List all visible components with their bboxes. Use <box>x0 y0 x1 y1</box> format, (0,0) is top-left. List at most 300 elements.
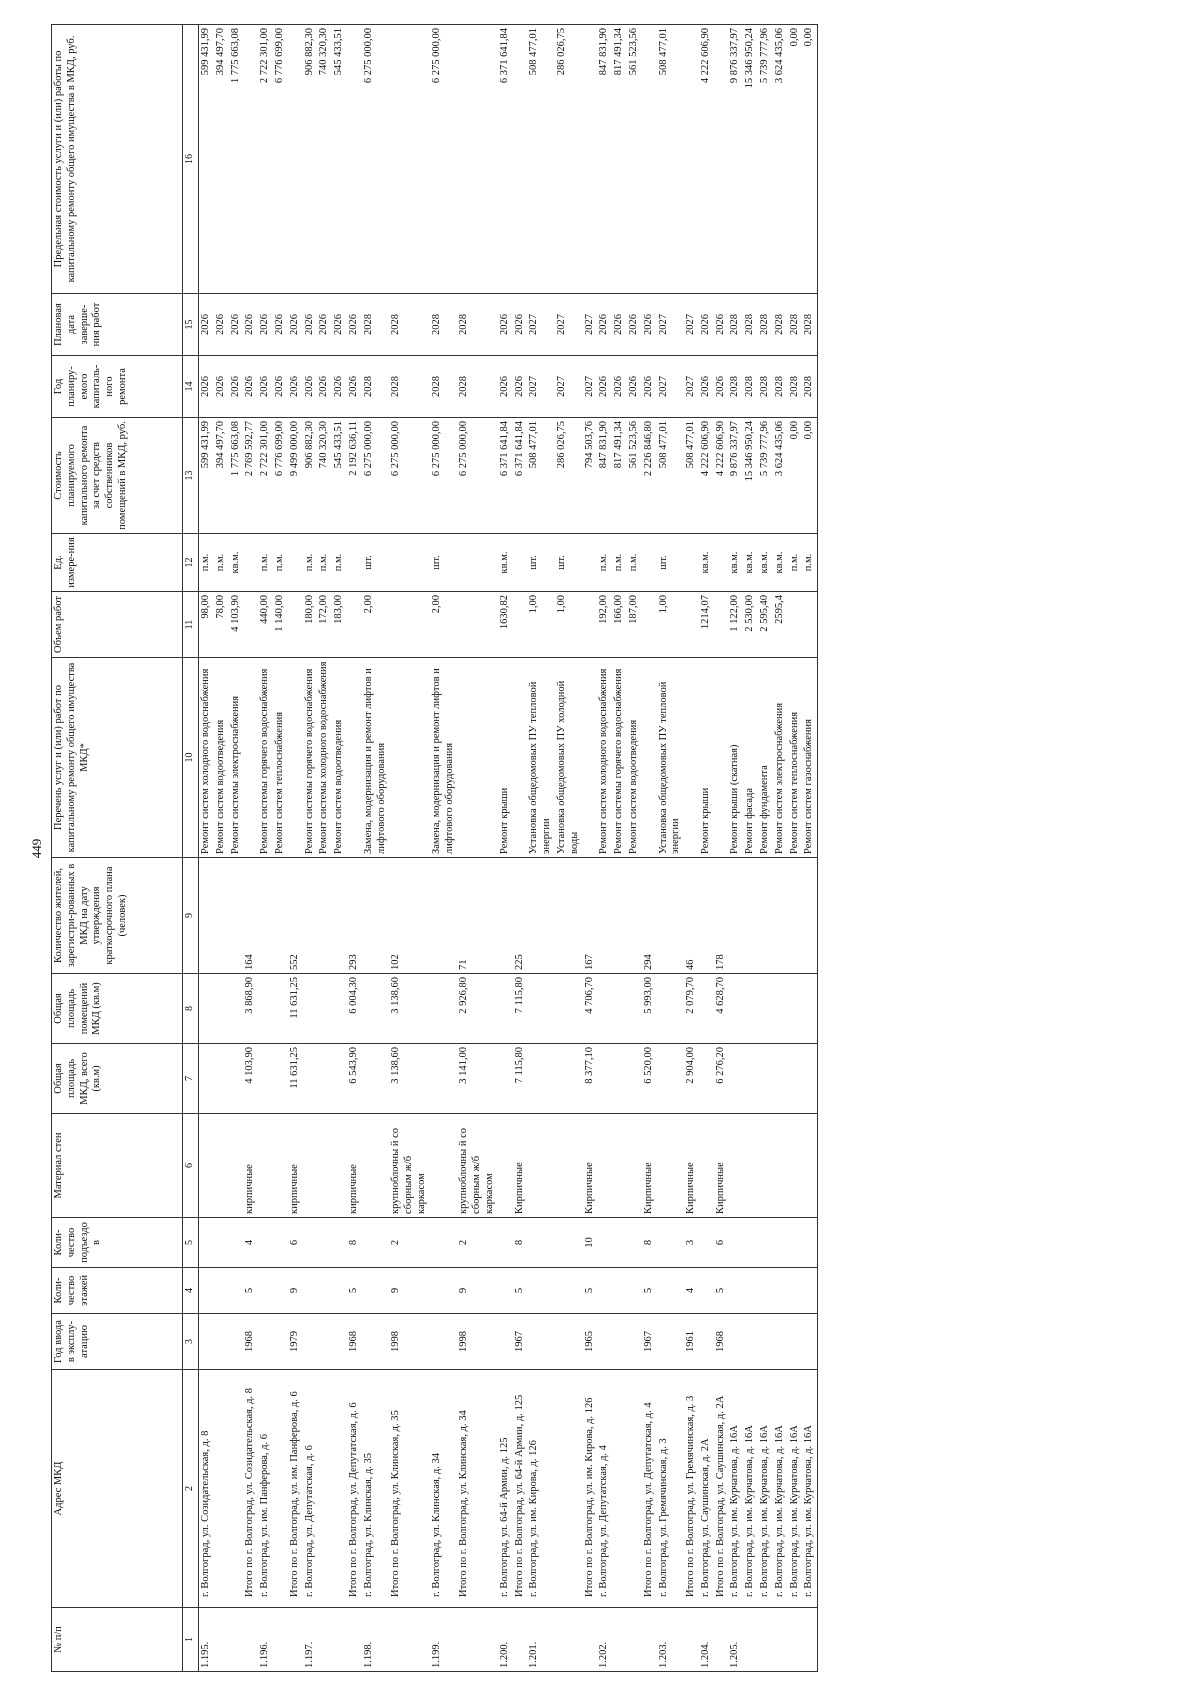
limit-cost-cell: 508 477,01 <box>657 25 685 294</box>
row-number: 1.202. <box>597 1608 612 1672</box>
table-body <box>199 25 818 1672</box>
total-area-cell <box>773 1044 788 1114</box>
premises-area-cell <box>802 974 817 1044</box>
work-volume-cell <box>642 592 657 658</box>
completion-date-cell: 2026 <box>258 294 273 356</box>
floors-cell <box>555 1268 583 1314</box>
table-row <box>389 25 429 1672</box>
planned-cost-cell: 286 026,75 <box>555 418 583 534</box>
floors-cell <box>612 1268 627 1314</box>
row-number: 1.196. <box>258 1608 273 1672</box>
limit-cost-cell: 286 026,75 <box>555 25 583 294</box>
floors-cell <box>627 1268 642 1314</box>
completion-date-cell: 2028 <box>773 294 788 356</box>
table-row <box>597 25 612 1672</box>
work-type-cell: Ремонт крыши (скатная) <box>728 658 743 858</box>
premises-area-cell <box>597 974 612 1044</box>
premises-area-cell <box>758 974 773 1044</box>
limit-cost-cell: 545 433,51 <box>332 25 347 294</box>
premises-area-cell <box>773 974 788 1044</box>
premises-area-cell: 3 138,60 <box>389 974 429 1044</box>
floors-cell: 9 <box>288 1268 303 1314</box>
work-volume-cell: 1 140,00 <box>273 592 288 658</box>
entrances-cell <box>303 1218 318 1268</box>
work-type-cell: Ремонт систем водоотведения <box>214 658 229 858</box>
entrances-cell <box>199 1218 214 1268</box>
residents-cell <box>317 858 332 974</box>
work-type-cell <box>457 658 497 858</box>
total-area-cell: 3 138,60 <box>389 1044 429 1114</box>
work-volume-cell: 4 103,90 <box>229 592 244 658</box>
address-cell: Итого по г. Волгоград, ул. Клинская, д. 35 <box>389 1370 429 1608</box>
work-volume-cell <box>513 592 528 658</box>
floors-cell: 5 <box>513 1268 528 1314</box>
work-volume-cell: 187,00 <box>627 592 642 658</box>
limit-cost-cell: 0,00 <box>802 25 817 294</box>
table-row <box>457 25 497 1672</box>
wall-material-cell <box>597 1114 612 1218</box>
work-volume-cell <box>347 592 362 658</box>
unit-cell: кв.м. <box>699 534 714 592</box>
repair-year-cell: 2028 <box>362 356 390 418</box>
row-number <box>714 1608 729 1672</box>
repair-year-cell: 2028 <box>430 356 458 418</box>
repair-year-cell: 2028 <box>389 356 429 418</box>
wall-material-cell <box>743 1114 758 1218</box>
wall-material-cell <box>498 1114 513 1218</box>
work-type-cell: Замена, модернизация и ремонт лифтов и лифтового оборудования <box>362 658 390 858</box>
residents-cell: 178 <box>714 858 729 974</box>
address-cell: Итого по г. Волгоград, ул. Клинская, д. 34 <box>457 1370 497 1608</box>
planned-cost-cell: 394 497,70 <box>214 418 229 534</box>
unit-cell: п.м. <box>273 534 288 592</box>
unit-cell: кв.м. <box>758 534 773 592</box>
column-number: 7 <box>183 1044 199 1114</box>
entrances-cell <box>362 1218 390 1268</box>
work-type-cell <box>243 658 258 858</box>
residents-cell: 71 <box>457 858 497 974</box>
year-built-cell: 1998 <box>457 1314 497 1370</box>
work-type-cell: Ремонт систем теплоснабжения <box>788 658 803 858</box>
unit-cell <box>684 534 699 592</box>
repair-year-cell: 2026 <box>714 356 729 418</box>
column-number: 10 <box>183 658 199 858</box>
completion-date-cell: 2026 <box>699 294 714 356</box>
work-volume-cell: 1630,82 <box>498 592 513 658</box>
wall-material-cell: Кирпичные <box>513 1114 528 1218</box>
premises-area-cell <box>199 974 214 1044</box>
address-cell: Итого по г. Волгоград, ул. Созидательская, д. 8 <box>243 1370 258 1608</box>
column-number: 16 <box>183 25 199 294</box>
unit-cell: кв.м. <box>498 534 513 592</box>
premises-area-cell <box>555 974 583 1044</box>
wall-material-cell <box>430 1114 458 1218</box>
entrances-cell <box>597 1218 612 1268</box>
floors-cell <box>214 1268 229 1314</box>
unit-cell: п.м. <box>332 534 347 592</box>
planned-cost-cell: 6 275 000,00 <box>389 418 429 534</box>
year-built-cell <box>527 1314 555 1370</box>
residents-cell <box>362 858 390 974</box>
completion-date-cell: 2026 <box>332 294 347 356</box>
entrances-cell: 6 <box>288 1218 303 1268</box>
residents-cell <box>430 858 458 974</box>
completion-date-cell: 2026 <box>714 294 729 356</box>
planned-cost-cell: 508 477,01 <box>684 418 699 534</box>
year-built-cell <box>773 1314 788 1370</box>
work-volume-cell: 172,00 <box>317 592 332 658</box>
completion-date-cell: 2026 <box>229 294 244 356</box>
wall-material-cell <box>773 1114 788 1218</box>
premises-area-cell: 2 926,80 <box>457 974 497 1044</box>
address-cell <box>214 1370 229 1608</box>
year-built-cell <box>273 1314 288 1370</box>
completion-date-cell: 2026 <box>273 294 288 356</box>
row-number: 1.201. <box>527 1608 555 1672</box>
premises-area-cell <box>332 974 347 1044</box>
column-number-row <box>183 25 199 1672</box>
premises-area-cell: 4 706,70 <box>583 974 598 1044</box>
entrances-cell <box>527 1218 555 1268</box>
repair-year-cell: 2026 <box>513 356 528 418</box>
floors-cell <box>273 1268 288 1314</box>
unit-cell <box>243 534 258 592</box>
limit-cost-cell: 6 275 000,00 <box>362 25 390 294</box>
residents-cell <box>802 858 817 974</box>
row-number <box>627 1608 642 1672</box>
limit-cost-cell <box>347 25 362 294</box>
address-cell: г. Волгоград, ул. им. Курчатова, д. 16А <box>773 1370 788 1608</box>
work-type-cell <box>583 658 598 858</box>
repair-year-cell: 2026 <box>273 356 288 418</box>
column-header: Предельная стоимость услуги и (или) работы по капитальному ремонту общего имущества в МКД, руб. <box>52 25 183 294</box>
column-number: 2 <box>183 1370 199 1608</box>
floors-cell: 9 <box>389 1268 429 1314</box>
floors-cell: 4 <box>684 1268 699 1314</box>
limit-cost-cell: 3 624 435,06 <box>773 25 788 294</box>
work-type-cell: Ремонт системы горячего водоснабжения <box>258 658 273 858</box>
address-cell: г. Волгоград, ул. им. Курчатова, д. 16А <box>758 1370 773 1608</box>
work-volume-cell <box>389 592 429 658</box>
floors-cell: 5 <box>642 1268 657 1314</box>
work-volume-cell: 78,00 <box>214 592 229 658</box>
floors-cell <box>773 1268 788 1314</box>
row-number: 1.199. <box>430 1608 458 1672</box>
row-number <box>389 1608 429 1672</box>
wall-material-cell: Кирпичные <box>714 1114 729 1218</box>
work-volume-cell: 1214,07 <box>699 592 714 658</box>
table-row <box>583 25 598 1672</box>
work-type-cell: Ремонт систем холодного водоснабжения <box>597 658 612 858</box>
residents-cell <box>229 858 244 974</box>
wall-material-cell <box>612 1114 627 1218</box>
column-header: Перечень услуг и (или) работ по капитальному ремонту общего имущества МКД* <box>52 658 183 858</box>
entrances-cell <box>317 1218 332 1268</box>
address-cell: г. Волгоград, ул. Депутатская, д. 6 <box>303 1370 318 1608</box>
address-cell: Итого по г. Волгоград, ул. Депутатская, д. 4 <box>642 1370 657 1608</box>
premises-area-cell <box>303 974 318 1044</box>
floors-cell <box>802 1268 817 1314</box>
wall-material-cell <box>258 1114 273 1218</box>
total-area-cell <box>258 1044 273 1114</box>
planned-cost-cell: 9 876 337,97 <box>728 418 743 534</box>
completion-date-cell: 2026 <box>199 294 214 356</box>
limit-cost-cell: 6 776 699,00 <box>273 25 288 294</box>
total-area-cell <box>430 1044 458 1114</box>
unit-cell: п.м. <box>612 534 627 592</box>
planned-cost-cell: 1 775 663,08 <box>229 418 244 534</box>
address-cell <box>612 1370 627 1608</box>
completion-date-cell: 2028 <box>758 294 773 356</box>
total-area-cell <box>728 1044 743 1114</box>
column-number: 1 <box>183 1608 199 1672</box>
limit-cost-cell: 6 275 000,00 <box>430 25 458 294</box>
column-header: Коли-чество этажей <box>52 1268 183 1314</box>
address-cell: г. Волгоград, ул. Депутатская, д. 4 <box>597 1370 612 1608</box>
floors-cell <box>258 1268 273 1314</box>
wall-material-cell: Кирпичные <box>583 1114 598 1218</box>
row-number <box>513 1608 528 1672</box>
table-row <box>199 25 214 1672</box>
row-number <box>802 1608 817 1672</box>
unit-cell <box>288 534 303 592</box>
total-area-cell <box>555 1044 583 1114</box>
address-cell: г. Волгоград, ул. Саушинская, д. 2А <box>699 1370 714 1608</box>
repair-year-cell: 2028 <box>773 356 788 418</box>
entrances-cell <box>728 1218 743 1268</box>
repair-year-cell: 2026 <box>317 356 332 418</box>
planned-cost-cell: 6 371 641,84 <box>513 418 528 534</box>
address-cell: г. Волгоград, ул. им. Панферова, д. 6 <box>258 1370 273 1608</box>
repair-year-cell: 2026 <box>303 356 318 418</box>
entrances-cell <box>627 1218 642 1268</box>
floors-cell <box>788 1268 803 1314</box>
residents-cell: 294 <box>642 858 657 974</box>
limit-cost-cell <box>583 25 598 294</box>
repair-year-cell: 2026 <box>199 356 214 418</box>
address-cell: г. Волгоград, ул. им. Курчатова, д. 16А <box>802 1370 817 1608</box>
year-built-cell: 1998 <box>389 1314 429 1370</box>
completion-date-cell: 2026 <box>303 294 318 356</box>
limit-cost-cell: 0,00 <box>788 25 803 294</box>
entrances-cell <box>657 1218 685 1268</box>
residents-cell <box>273 858 288 974</box>
column-header: Материал стен <box>52 1114 183 1218</box>
repair-year-cell: 2026 <box>229 356 244 418</box>
column-header: Общая площадь МКД, всего (кв.м) <box>52 1044 183 1114</box>
row-number <box>642 1608 657 1672</box>
repair-plan-table <box>51 24 818 1672</box>
entrances-cell: 8 <box>642 1218 657 1268</box>
unit-cell: шт. <box>430 534 458 592</box>
work-volume-cell <box>684 592 699 658</box>
year-built-cell: 1979 <box>288 1314 303 1370</box>
row-number <box>743 1608 758 1672</box>
work-volume-cell: 1,00 <box>527 592 555 658</box>
unit-cell: кв.м. <box>773 534 788 592</box>
wall-material-cell <box>229 1114 244 1218</box>
completion-date-cell: 2026 <box>642 294 657 356</box>
table-row <box>430 25 458 1672</box>
total-area-cell <box>597 1044 612 1114</box>
address-cell: г. Волгоград, ул. Клинская, д. 34 <box>430 1370 458 1608</box>
completion-date-cell: 2027 <box>583 294 598 356</box>
limit-cost-cell: 6 371 641,84 <box>498 25 513 294</box>
repair-year-cell: 2026 <box>214 356 229 418</box>
row-number <box>317 1608 332 1672</box>
unit-cell <box>513 534 528 592</box>
planned-cost-cell: 2 192 636,11 <box>347 418 362 534</box>
premises-area-cell: 4 628,70 <box>714 974 729 1044</box>
total-area-cell <box>527 1044 555 1114</box>
total-area-cell <box>273 1044 288 1114</box>
completion-date-cell: 2026 <box>498 294 513 356</box>
repair-year-cell: 2026 <box>288 356 303 418</box>
row-number <box>684 1608 699 1672</box>
work-type-cell: Ремонт систем теплоснабжения <box>273 658 288 858</box>
wall-material-cell <box>555 1114 583 1218</box>
work-volume-cell: 2595,4 <box>773 592 788 658</box>
planned-cost-cell: 508 477,01 <box>657 418 685 534</box>
unit-cell <box>642 534 657 592</box>
work-type-cell: Ремонт крыши <box>699 658 714 858</box>
column-header: Год планиру-емого капиталь-ного ремонта <box>52 356 183 418</box>
planned-cost-cell: 545 433,51 <box>332 418 347 534</box>
table-row <box>258 25 273 1672</box>
row-number: 1.198. <box>362 1608 390 1672</box>
floors-cell <box>229 1268 244 1314</box>
residents-cell: 293 <box>347 858 362 974</box>
entrances-cell <box>229 1218 244 1268</box>
premises-area-cell: 11 631,25 <box>288 974 303 1044</box>
floors-cell <box>303 1268 318 1314</box>
address-cell: г. Волгоград, ул. им. Курчатова, д. 16А <box>743 1370 758 1608</box>
wall-material-cell: крупноблочны й со сборным ж/б каркасом <box>457 1114 497 1218</box>
year-built-cell: 1968 <box>347 1314 362 1370</box>
work-volume-cell: 192,00 <box>597 592 612 658</box>
residents-cell: 164 <box>243 858 258 974</box>
work-type-cell: Ремонт систем холодного водоснабжения <box>199 658 214 858</box>
limit-cost-cell <box>513 25 528 294</box>
work-type-cell <box>513 658 528 858</box>
repair-year-cell: 2028 <box>743 356 758 418</box>
column-number: 14 <box>183 356 199 418</box>
limit-cost-cell: 817 491,34 <box>612 25 627 294</box>
unit-cell: п.м. <box>317 534 332 592</box>
residents-cell <box>597 858 612 974</box>
entrances-cell: 2 <box>389 1218 429 1268</box>
year-built-cell <box>229 1314 244 1370</box>
entrances-cell <box>332 1218 347 1268</box>
table-row <box>802 25 817 1672</box>
residents-cell <box>258 858 273 974</box>
total-area-cell <box>332 1044 347 1114</box>
address-cell <box>555 1370 583 1608</box>
unit-cell: п.м. <box>627 534 642 592</box>
wall-material-cell <box>317 1114 332 1218</box>
year-built-cell <box>597 1314 612 1370</box>
work-type-cell <box>714 658 729 858</box>
floors-cell: 5 <box>243 1268 258 1314</box>
entrances-cell <box>258 1218 273 1268</box>
total-area-cell <box>802 1044 817 1114</box>
table-row <box>317 25 332 1672</box>
unit-cell <box>583 534 598 592</box>
address-cell: Итого по г. Волгоград, ул. им. Панферова, д. 6 <box>288 1370 303 1608</box>
row-number <box>612 1608 627 1672</box>
residents-cell: 225 <box>513 858 528 974</box>
total-area-cell: 8 377,10 <box>583 1044 598 1114</box>
unit-cell: п.м. <box>802 534 817 592</box>
premises-area-cell: 5 993,00 <box>642 974 657 1044</box>
unit-cell: шт. <box>362 534 390 592</box>
column-header: Стоимость планируемого капитального ремонта за счет средств собственников помещений в МКД, руб. <box>52 418 183 534</box>
column-header: Адрес МКД <box>52 1370 183 1608</box>
column-number: 4 <box>183 1268 199 1314</box>
floors-cell <box>743 1268 758 1314</box>
column-number: 3 <box>183 1314 199 1370</box>
completion-date-cell: 2026 <box>317 294 332 356</box>
total-area-cell <box>199 1044 214 1114</box>
limit-cost-cell: 9 876 337,97 <box>728 25 743 294</box>
floors-cell: 5 <box>714 1268 729 1314</box>
work-type-cell: Ремонт фасада <box>743 658 758 858</box>
work-volume-cell: 1,00 <box>555 592 583 658</box>
work-type-cell <box>347 658 362 858</box>
table-row <box>214 25 229 1672</box>
planned-cost-cell: 5 739 777,96 <box>758 418 773 534</box>
wall-material-cell <box>303 1114 318 1218</box>
table-row <box>642 25 657 1672</box>
address-cell <box>229 1370 244 1608</box>
completion-date-cell: 2026 <box>627 294 642 356</box>
limit-cost-cell: 847 831,90 <box>597 25 612 294</box>
planned-cost-cell: 4 222 606,90 <box>699 418 714 534</box>
residents-cell <box>303 858 318 974</box>
table-row <box>347 25 362 1672</box>
year-built-cell <box>303 1314 318 1370</box>
work-type-cell: Ремонт систем газоснабжения <box>802 658 817 858</box>
limit-cost-cell <box>243 25 258 294</box>
planned-cost-cell: 6 275 000,00 <box>362 418 390 534</box>
repair-year-cell: 2028 <box>758 356 773 418</box>
repair-year-cell: 2027 <box>657 356 685 418</box>
entrances-cell <box>743 1218 758 1268</box>
completion-date-cell: 2028 <box>743 294 758 356</box>
residents-cell <box>743 858 758 974</box>
floors-cell: 9 <box>457 1268 497 1314</box>
residents-cell <box>612 858 627 974</box>
planned-cost-cell: 3 624 435,06 <box>773 418 788 534</box>
table-row <box>513 25 528 1672</box>
table-row <box>714 25 729 1672</box>
column-header: Количество жителей, зарегистри-рованных в МКД на дату утверждения краткосрочного плана (человек) <box>52 858 183 974</box>
work-type-cell: Установка общедомовых ПУ тепловой энергии <box>657 658 685 858</box>
entrances-cell: 3 <box>684 1218 699 1268</box>
total-area-cell <box>229 1044 244 1114</box>
residents-cell <box>773 858 788 974</box>
table-row <box>758 25 773 1672</box>
column-header: Коли-чество подъездо в <box>52 1218 183 1268</box>
total-area-cell: 6 276,20 <box>714 1044 729 1114</box>
table-row <box>788 25 803 1672</box>
work-type-cell: Ремонт системы холодного водоснабжения <box>317 658 332 858</box>
header-row <box>52 25 183 1672</box>
row-number <box>555 1608 583 1672</box>
table-row <box>555 25 583 1672</box>
address-cell: г. Волгоград, ул. Гремячинская, д. 3 <box>657 1370 685 1608</box>
column-number: 6 <box>183 1114 199 1218</box>
